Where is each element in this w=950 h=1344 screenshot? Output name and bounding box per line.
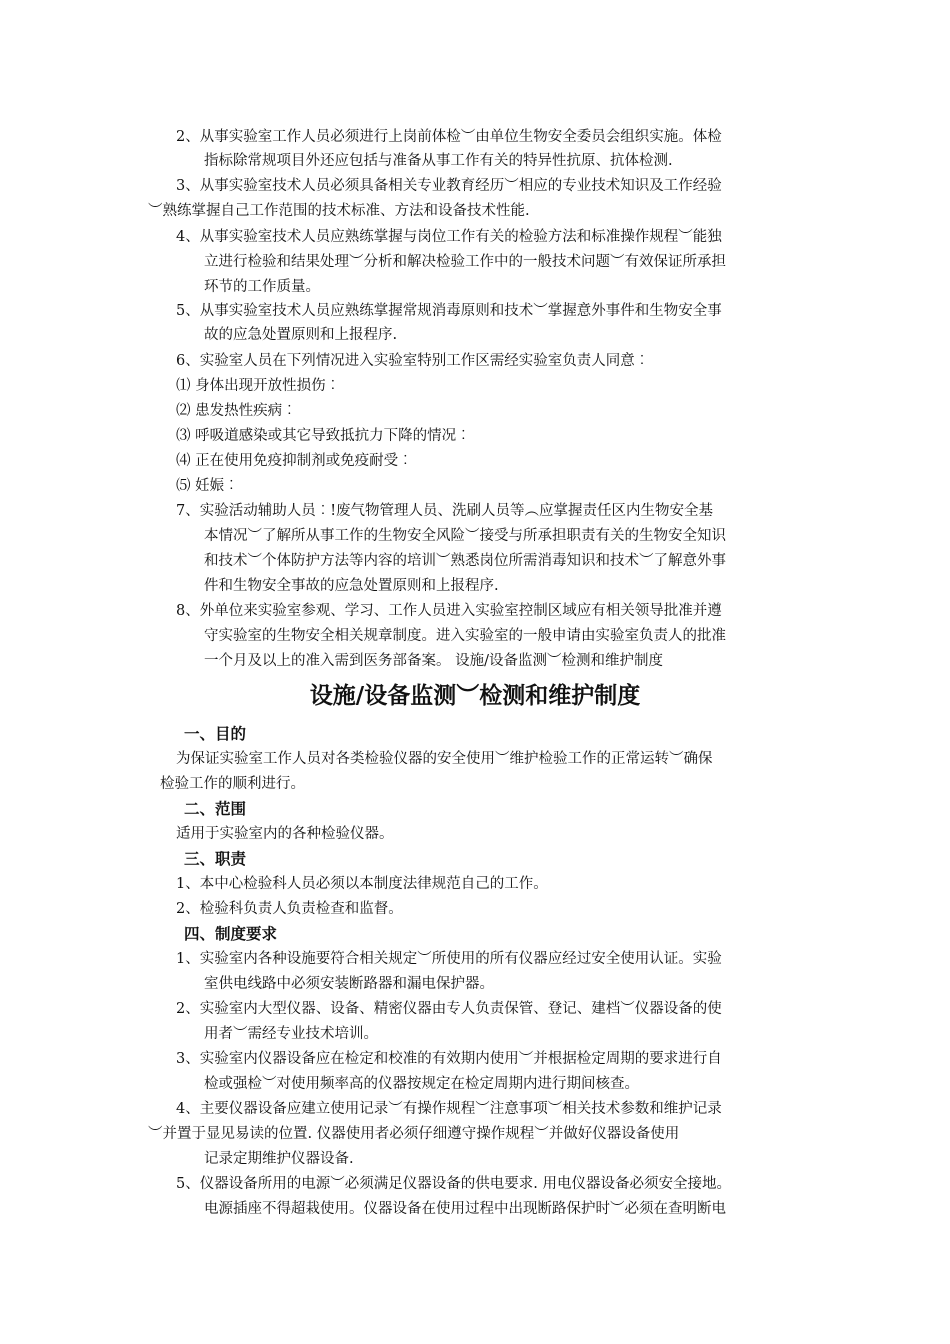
paragraph-line: 室供电线路中必须安装断路器和漏电保护器。 — [204, 976, 494, 992]
paragraph-line: 守实验室的生物安全相关规章制度。进入实验室的一般申请由实验室负责人的批准 — [204, 628, 726, 644]
requirements-heading: 四、制度要求 — [184, 925, 278, 943]
list-item: ⑷ 正在使用免疫抑制剂或免疫耐受︰ — [176, 453, 413, 469]
paragraph-line: 和技术︶个体防护方法等内容的培训︶熟悉岗位所需消毒知识和技术︶了解意外事 — [204, 553, 726, 569]
paragraph-line: 故的应急处置原则和上报程序. — [204, 327, 398, 343]
paragraph-line: ︶熟练掌握自己工作范围的技术标准、方法和设备技术性能. — [148, 203, 530, 219]
paragraph-line: 检验工作的顺利进行。 — [160, 776, 305, 792]
scope-heading: 二、范围 — [184, 800, 247, 818]
paragraph-line: 6、实验室人员在下列情况进入实验室特别工作区需经实验室负责人同意︰ — [176, 353, 650, 369]
paragraph-line: 环节的工作质量。 — [204, 279, 320, 295]
list-item: ⑵ 患发热性疾病︰ — [176, 403, 297, 419]
paragraph-line: 为保证实验室工作人员对各类检验仪器的安全使用︶维护检验工作的正常运转︶确保 — [176, 751, 713, 767]
paragraph-line: 1、实验室内各种设施要符合相关规定︶所使用的所有仪器应经过安全使用认证。实验 — [176, 951, 722, 967]
paragraph-line: 3、从事实验室技术人员必须具备相关专业教育经历︶相应的专业技术知识及工作经验 — [176, 178, 722, 194]
duty-heading: 三、职责 — [184, 850, 247, 868]
paragraph-line: 5、仪器设备所用的电源︶必须满足仪器设备的供电要求. 用电仪器设备必须安全接地。 — [176, 1176, 731, 1192]
paragraph-line: 4、从事实验室技术人员应熟练掌握与岗位工作有关的检验方法和标准操作规程︶能独 — [176, 229, 722, 245]
paragraph-line: 一个月及以上的准入需到医务部备案。 设施/设备监测︶检测和维护制度 — [204, 653, 663, 669]
paragraph-line: 2、实验室内大型仪器、设备、精密仪器由专人负责保管、登记、建档︶仪器设备的使 — [176, 1001, 722, 1017]
paragraph-line: 指标除常规项目外还应包括与准备从事工作有关的特异性抗原、抗体检测. — [204, 153, 673, 169]
paragraph-line: 件和生物安全事故的应急处置原则和上报程序. — [204, 578, 499, 594]
paragraph-line: 电源插座不得超栽使用。仪器设备在使用过程中出现断路保护时︶必须在查明断电 — [204, 1201, 726, 1217]
paragraph-line: 立进行检验和结果处理︶分析和解决检验工作中的一般技术问题︶有效保证所承担 — [204, 254, 726, 270]
list-item: ⑸ 妊娠︰ — [176, 478, 239, 494]
paragraph-line: ︶并置于显见易读的位置. 仪器使用者必须仔细遵守操作规程︶并做好仪器设备使用 — [148, 1126, 680, 1142]
list-item: ⑴ 身体出现开放性损伤︰ — [176, 378, 341, 394]
paragraph-line: 适用于实验室内的各种检验仪器。 — [176, 826, 394, 842]
section-title: 设施/设备监测︶检测和维护制度 — [309, 683, 641, 709]
paragraph-line: 2、从事实验室工作人员必须进行上岗前体检︶由单位生物安全委员会组织实施。体检 — [176, 129, 722, 145]
paragraph-line: 本情况︶了解所从事工作的生物安全风险︶接受与所承担职责有关的生物安全知识 — [204, 528, 726, 544]
paragraph-line: 1、本中心检验科人员必须以本制度法律规范自己的工作。 — [176, 876, 548, 892]
paragraph-line: 2、检验科负责人负责检查和监督。 — [176, 901, 403, 917]
paragraph-line: 4、主要仪器设备应建立使用记录︶有操作规程︶注意事项︶相关技术参数和维护记录 — [176, 1101, 722, 1117]
list-item: ⑶ 呼吸道感染或其它导致抵抗力下降的情况︰ — [176, 428, 471, 444]
purpose-heading: 一、目的 — [184, 725, 247, 743]
paragraph-line: 3、实验室内仪器设备应在检定和校准的有效期内使用︶并根据检定周期的要求进行自 — [176, 1051, 722, 1067]
paragraph-line: 用者︶需经专业技术培训。 — [204, 1026, 378, 1042]
paragraph-line: 7、实验活动辅助人员︰!废气物管理人员、洗刷人员等︵应掌握责任区内生物安全基 — [176, 503, 714, 519]
paragraph-line: 8、外单位来实验室参观、学习、工作人员进入实验室控制区域应有相关领导批准并遵 — [176, 603, 722, 619]
paragraph-line: 5、从事实验室技术人员应熟练掌握常规消毒原则和技术︶掌握意外事件和生物安全事 — [176, 303, 722, 319]
paragraph-line: 检或强检︶对使用频率高的仪器按规定在检定周期内进行期间核查。 — [204, 1076, 639, 1092]
paragraph-line: 记录定期维护仪器设备. — [204, 1151, 354, 1167]
